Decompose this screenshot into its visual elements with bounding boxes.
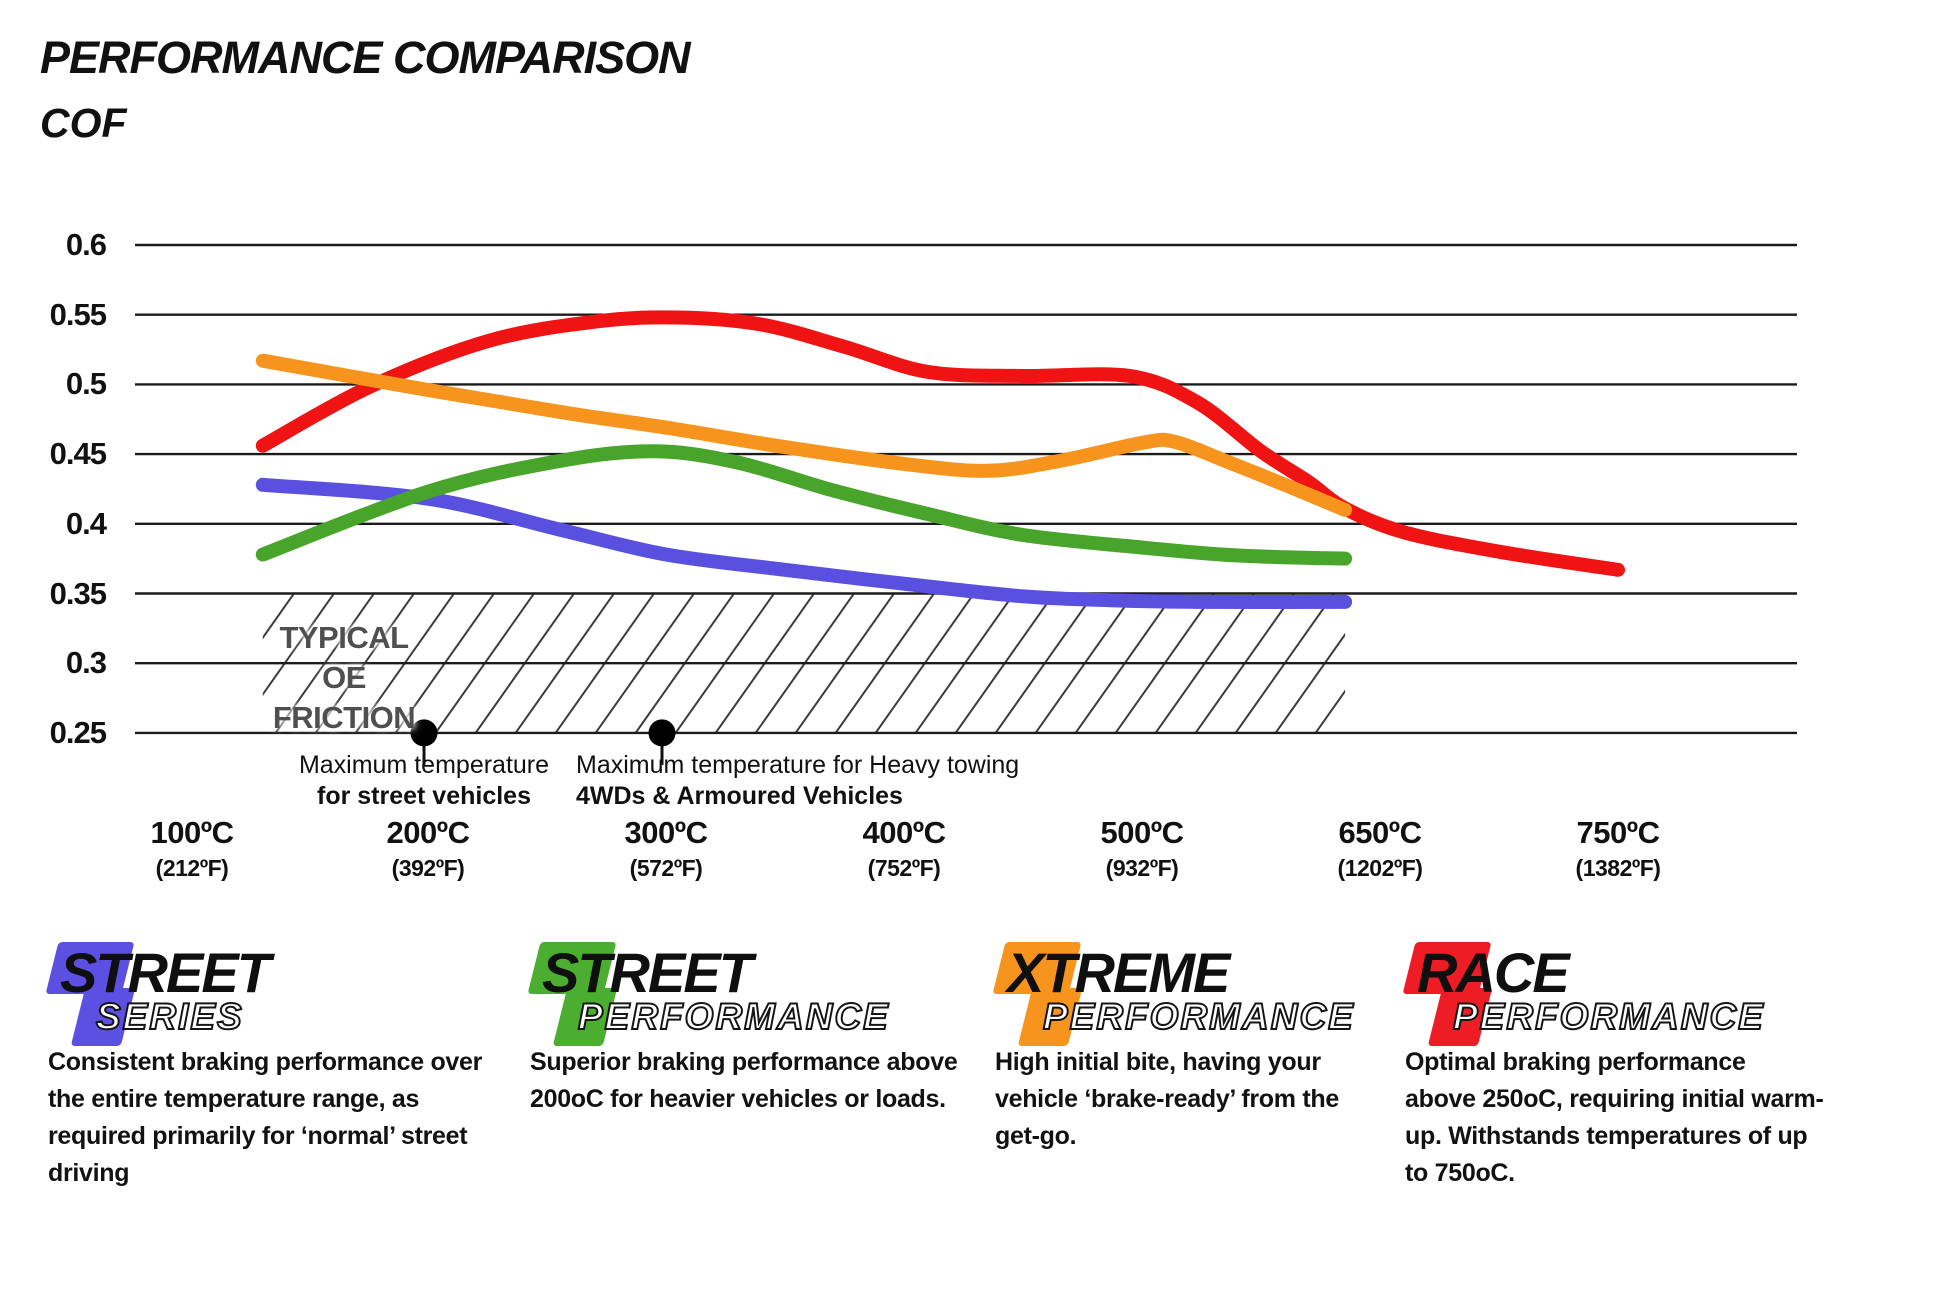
x-axis-tick-label (92, 815, 292, 882)
x-axis-tick-label (804, 815, 1004, 882)
desc-line: the entire temperature range, as (48, 1085, 420, 1113)
logo-word2: PERFORMANCE (1043, 996, 1355, 1037)
note-line: Maximum temperature for Heavy towing (576, 751, 1020, 779)
note-line: 4WDs & Armoured Vehicles (576, 782, 903, 810)
temp-fahrenheit: (932ºF) (1105, 855, 1179, 881)
desc-line: required primarily for ‘normal’ street (48, 1122, 468, 1150)
desc-line: above 250oC, requiring initial warm- (1405, 1085, 1824, 1113)
temp-fahrenheit: (392ºF) (391, 855, 465, 881)
x-axis-tick-label (328, 815, 528, 882)
temp-celsius: 200ºC (386, 815, 470, 850)
logo-word2: PERFORMANCE (578, 996, 890, 1037)
desc-line: get-go. (995, 1122, 1077, 1150)
y-axis-tick-label: 0.45 (49, 436, 106, 472)
desc-line: vehicle ‘brake-ready’ from the (995, 1085, 1339, 1113)
x-axis-tick-label (1280, 815, 1480, 882)
legend-street-series (48, 940, 508, 1187)
logo-word1: XTREME (1007, 941, 1229, 1004)
temp-fahrenheit: (572ºF) (629, 855, 703, 881)
y-axis-tick-label: 0.3 (65, 645, 106, 681)
note-line: for street vehicles (317, 782, 531, 810)
y-axis-tick-label: 0.25 (49, 714, 106, 750)
series-line-street-series (263, 485, 1345, 602)
typical-oe-line1: TYPICAL OE (279, 620, 409, 695)
logo-word1: STREET (60, 941, 269, 1004)
temp-celsius: 300ºC (624, 815, 708, 850)
page-title: PERFORMANCE COMPARISON (40, 32, 690, 83)
logo-word1: STREET (542, 941, 751, 1004)
legend-race-performance (1405, 940, 1885, 1187)
max-temp-heavy-towing-note (576, 750, 1036, 812)
max-temp-street-note (264, 750, 584, 812)
temp-fahrenheit: (1382ºF) (1575, 855, 1661, 881)
temp-celsius: 100ºC (150, 815, 234, 850)
street-performance-logo (530, 940, 990, 1040)
legend-description (1405, 1044, 1823, 1192)
race-performance-logo (1405, 940, 1885, 1040)
xtreme-performance-logo (995, 940, 1395, 1040)
y-axis-tick-label: 0.35 (49, 575, 106, 611)
x-axis-tick-label (1518, 815, 1718, 882)
x-axis-tick-label (566, 815, 766, 882)
y-axis-tick-label: 0.55 (49, 296, 106, 332)
y-axis-title: COF (40, 100, 127, 146)
legend-description (48, 1044, 482, 1192)
temp-celsius: 750ºC (1576, 815, 1660, 850)
temp-celsius: 650ºC (1338, 815, 1422, 850)
typical-oe-line2: FRICTION (272, 700, 416, 735)
temp-fahrenheit: (212ºF) (155, 855, 229, 881)
typical-oe-friction-label (254, 618, 434, 738)
logo-word2: SERIES (96, 996, 244, 1037)
desc-line: Superior braking performance above (530, 1048, 958, 1076)
logo-word2: PERFORMANCE (1453, 996, 1765, 1037)
y-axis-tick-label: 0.5 (65, 366, 106, 402)
y-axis-tick-label: 0.6 (65, 227, 106, 262)
street-series-logo (48, 940, 508, 1040)
temp-fahrenheit: (752ºF) (867, 855, 941, 881)
legend-description (995, 1044, 1339, 1155)
temp-celsius: 400ºC (862, 815, 946, 850)
desc-line: High initial bite, having your (995, 1048, 1321, 1076)
logo-word1: RACE (1417, 941, 1568, 1004)
legend-description (530, 1044, 957, 1118)
desc-line: driving (48, 1159, 130, 1187)
temp-celsius: 500ºC (1100, 815, 1184, 850)
x-axis-tick-label (1042, 815, 1242, 882)
desc-line: 200oC for heavier vehicles or loads. (530, 1085, 946, 1113)
desc-line: up. Withstands temperatures of up (1405, 1122, 1808, 1150)
series-line-race-performance (263, 317, 1618, 569)
legend-xtreme-performance (995, 940, 1395, 1150)
note-line: Maximum temperature (298, 751, 550, 779)
max-temp-marker-dot (649, 719, 676, 746)
temp-fahrenheit: (1202ºF) (1337, 855, 1423, 881)
desc-line: to 750oC. (1405, 1159, 1515, 1187)
desc-line: Optimal braking performance (1405, 1048, 1746, 1076)
desc-line: Consistent braking performance over (48, 1048, 483, 1076)
y-axis-tick-label: 0.4 (65, 505, 106, 541)
legend-street-performance (530, 940, 990, 1113)
